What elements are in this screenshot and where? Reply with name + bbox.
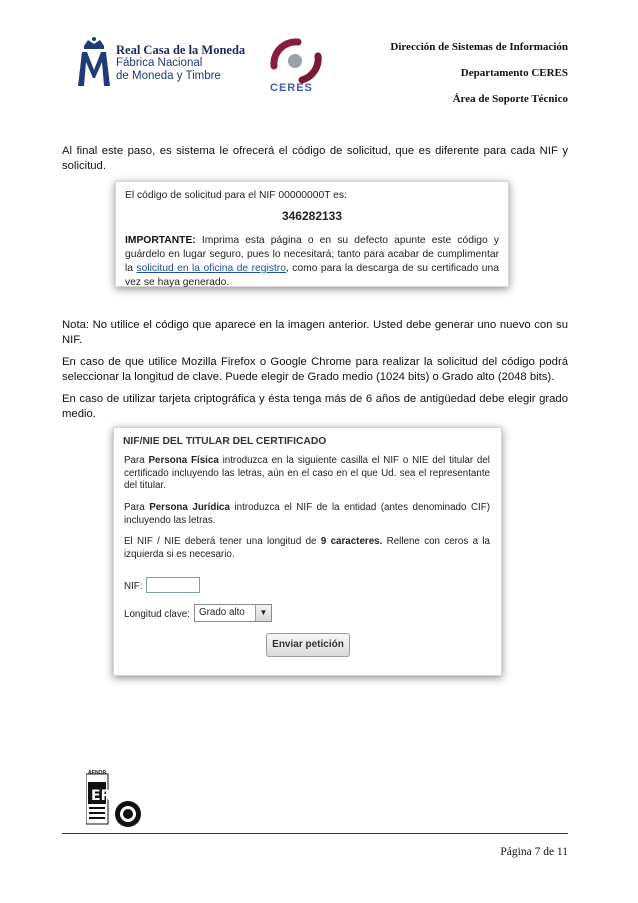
page-number: Página 7 de 11 (500, 846, 568, 858)
nif-input[interactable] (146, 577, 200, 593)
paragraph-code-intro: Al final este paso, es sistema le ofrecerá el código de solicitud, que es diferente para cada NIF y solicitud. (62, 145, 568, 173)
org-line3: de Moneda y Timbre (116, 70, 221, 82)
header-department-name: Departamento CERES (460, 67, 568, 79)
important-note (125, 234, 499, 290)
footer-divider (62, 833, 568, 834)
org-line2: Fábrica Nacional (116, 57, 203, 69)
code-label: El código de solicitud para el NIF 00000000T es: (125, 190, 347, 201)
chevron-down-icon[interactable]: ▼ (255, 605, 271, 621)
crown-m-icon (76, 36, 112, 88)
legal-person-text: Para Persona Jurídica introduzca el NIF de la entidad (antes denominado CIF) incluyendo las letras. (124, 502, 490, 526)
svg-text:ER: ER (91, 788, 112, 804)
important-text-end: , como para la descarga de su certificado una vez se haya generado. (125, 263, 499, 288)
submit-request-button[interactable]: Enviar petición (266, 633, 350, 657)
request-code-screenshot (115, 181, 509, 287)
key-length-label: Longitud clave: (124, 609, 190, 620)
nif-form-screenshot (113, 427, 502, 676)
length-text: El NIF / NIE deberá tener una longitud de 9 caracteres. Rellene con ceros a la izquierda si es necesario. (124, 536, 490, 560)
paragraph-smartcard: En caso de utilizar tarjeta criptográfica y ésta tenga más de 6 años de antigüedad debe elegir grado medio. (62, 393, 568, 421)
ceres-label: CERES (270, 82, 313, 94)
org-line1: Real Casa de la Moneda (116, 43, 246, 57)
request-code: 346282133 (281, 209, 343, 223)
registry-office-link[interactable]: solicitud en la oficina de registro (136, 263, 286, 274)
header-area: Área de Soporte Técnico (452, 93, 568, 105)
ceres-swirl-icon (264, 36, 324, 84)
paragraph-note: Nota: No utilice el código que aparece en la imagen anterior. Usted debe generar uno nuevo con su NIF. (62, 319, 568, 347)
paragraph-browser: En caso de que utilice Mozilla Firefox o Google Chrome para realizar la solicitud del código podrá seleccionar la longitud de clave. Puede elegir de Grado medio (1024 bits) o Grado alto (2048 bits). (62, 356, 568, 384)
fnmt-name (116, 44, 245, 83)
ceres-logo (264, 36, 324, 98)
aenor-certification-icon (86, 770, 142, 830)
header-department (390, 34, 568, 112)
aenor-label: AENOR (88, 770, 107, 776)
key-length-select[interactable] (194, 604, 272, 622)
physical-person-text: Para Persona Física introduzca en la siguiente casilla el NIF o NIE del titular del certificado incluyendo las letras, aún en el caso en el que Ud. sea el representante del titular. (124, 455, 490, 491)
important-text: Imprima esta página o en su defecto apunte este código y guárdelo en lugar seguro, pues lo necesitará; tanto para acabar de cumplimentar la (125, 235, 499, 274)
aenor-logo (86, 770, 142, 830)
header-direction: Dirección de Sistemas de Información (390, 41, 568, 53)
important-label: IMPORTANTE: (125, 235, 196, 246)
nif-label: NIF: (124, 581, 143, 592)
key-length-value: Grado alto (199, 607, 245, 618)
fnmt-logo (76, 36, 266, 90)
form-title: NIF/NIE DEL TITULAR DEL CERTIFICADO (123, 436, 327, 447)
